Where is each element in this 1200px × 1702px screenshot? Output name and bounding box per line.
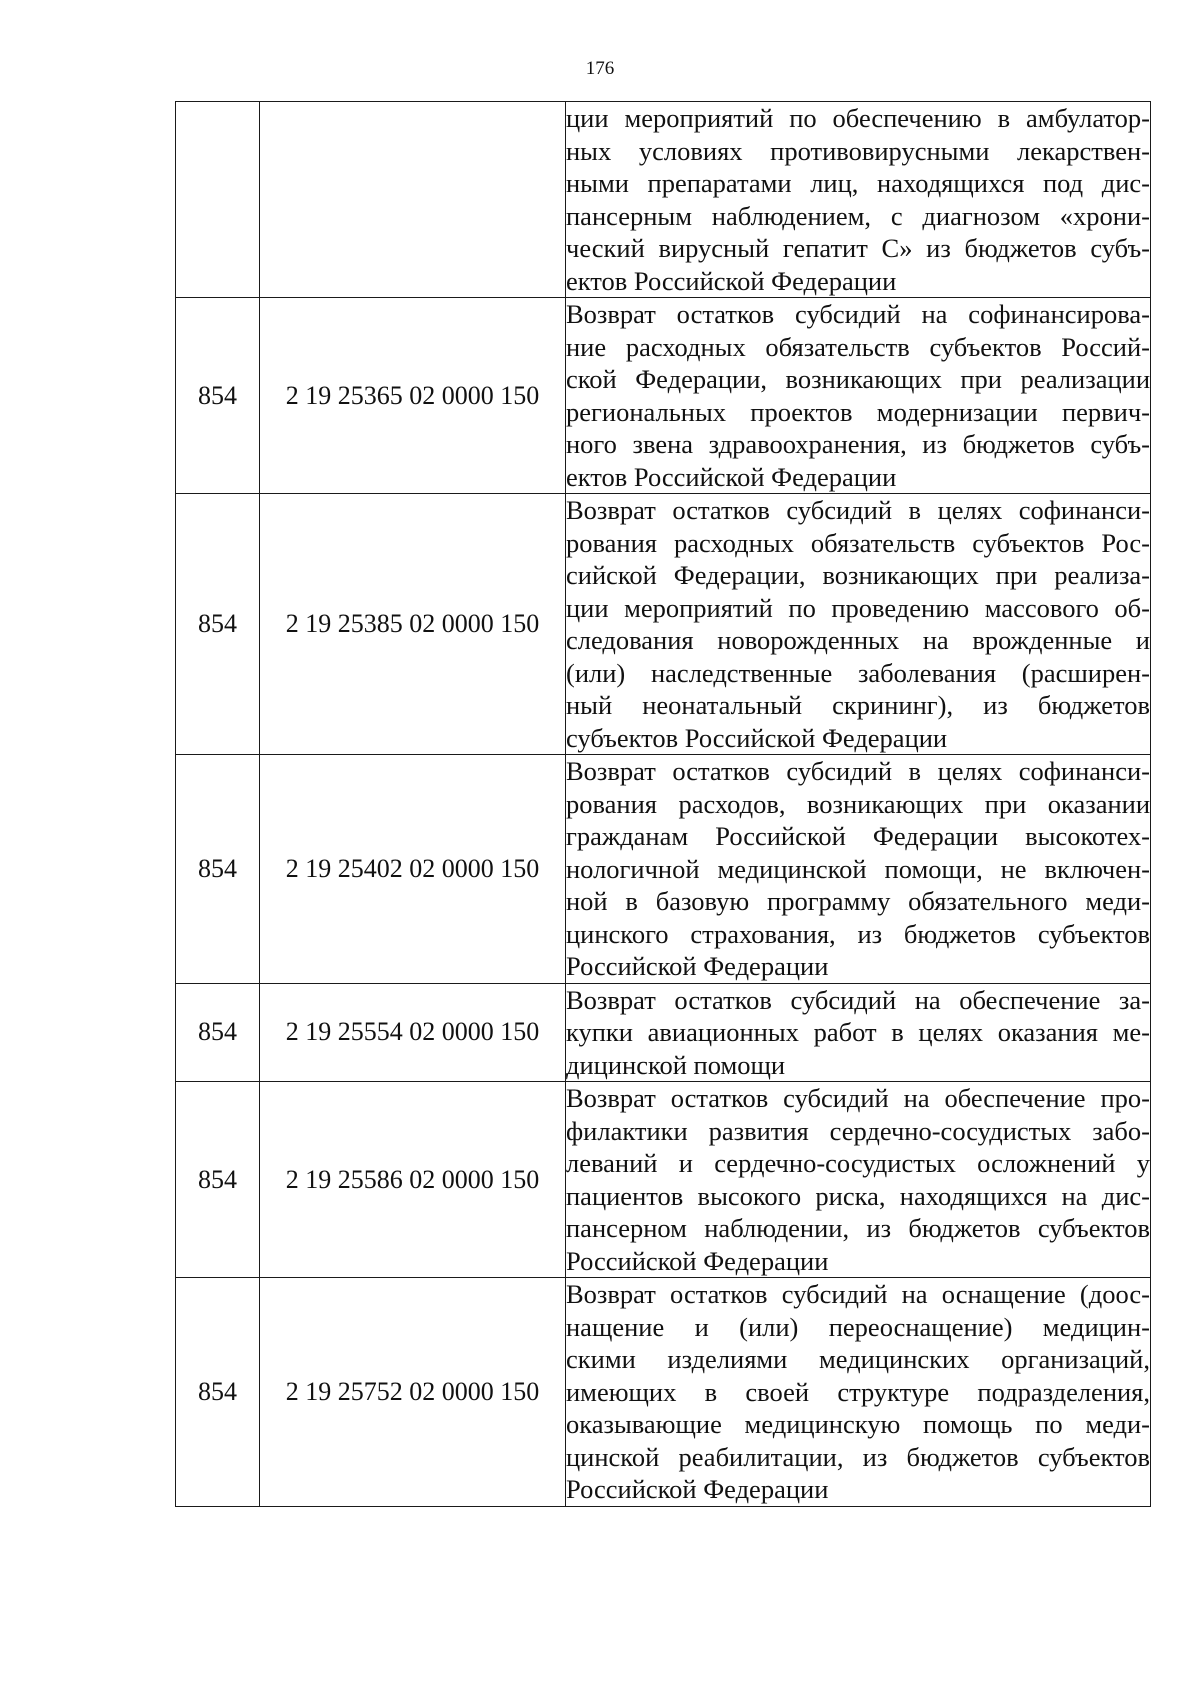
description-line: Возврат остатков субсидий в целях софинанси- xyxy=(566,756,1150,786)
table-row xyxy=(176,298,1151,494)
budget-classification-code-cell: 2 19 25402 02 0000 150 xyxy=(260,755,566,984)
description-line: следования новорожденных на врожденные и xyxy=(566,625,1150,655)
description-line: цинской реабилитации, из бюджетов субъектов xyxy=(566,1441,1150,1472)
budget-classification-code-cell: 2 19 25586 02 0000 150 xyxy=(260,1082,566,1278)
admin-code-cell xyxy=(176,102,260,298)
description-line: ными препаратами лиц, находящихся под дис- xyxy=(566,168,1150,198)
budget-classification-code-cell xyxy=(260,102,566,298)
budget-classification-code-cell: 2 19 25752 02 0000 150 xyxy=(260,1278,566,1507)
description-line: пациентов высокого риска, находящихся на дис- xyxy=(566,1180,1150,1211)
description-line: Российской Федерации xyxy=(566,1474,829,1504)
description-line: Возврат остатков субсидий на оснащение (доос- xyxy=(566,1279,1150,1309)
description-line: гражданам Российской Федерации высокотех- xyxy=(566,821,1150,851)
description-line: рования расходных обязательств субъектов Рос- xyxy=(566,527,1150,558)
budget-code-table xyxy=(175,101,1151,1507)
description-line: рования расходов, возникающих при оказании xyxy=(566,788,1150,819)
description-line: Возврат остатков субсидий на софинансирова- xyxy=(566,299,1150,329)
description-cell xyxy=(566,494,1151,755)
description-line: нащение и (или) переоснащение) медицин- xyxy=(566,1311,1150,1342)
description-cell xyxy=(566,983,1151,1082)
page-number: 176 xyxy=(585,58,615,79)
description-line: пансерным наблюдением, с диагнозом «хрони- xyxy=(566,200,1150,231)
description-line: ции мероприятий по обеспечению в амбулатор- xyxy=(566,103,1150,133)
table-row xyxy=(176,983,1151,1082)
description-line: ние расходных обязательств субъектов Россий- xyxy=(566,331,1150,362)
budget-classification-code-cell: 2 19 25365 02 0000 150 xyxy=(260,298,566,494)
description-line: Возврат остатков субсидий на обеспечение за- xyxy=(566,984,1150,1015)
description-line: ектов Российской Федерации xyxy=(566,265,897,296)
admin-code-cell: 854 xyxy=(176,1082,260,1278)
description-line: пансерном наблюдении, из бюджетов субъектов xyxy=(566,1213,1150,1243)
description-line: Возврат остатков субсидий на обеспечение про- xyxy=(566,1083,1150,1113)
admin-code-cell: 854 xyxy=(176,1278,260,1507)
description-cell xyxy=(566,755,1151,984)
description-line: региональных проектов модернизации первич- xyxy=(566,396,1150,427)
description-line: (или) наследственные заболевания (расширен- xyxy=(566,657,1150,688)
description-line: цинского страхования, из бюджетов субъектов xyxy=(566,918,1150,949)
budget-classification-code-cell: 2 19 25554 02 0000 150 xyxy=(260,983,566,1082)
description-cell xyxy=(566,102,1151,298)
description-line: сийской Федерации, возникающих при реализа- xyxy=(566,560,1150,590)
description-line: скими изделиями медицинских организаций, xyxy=(566,1344,1150,1374)
table-body xyxy=(176,102,1151,1507)
description-line: леваний и сердечно-сосудистых осложнений у xyxy=(566,1148,1150,1178)
description-cell xyxy=(566,1082,1151,1278)
admin-code-cell: 854 xyxy=(176,298,260,494)
budget-classification-code-cell: 2 19 25385 02 0000 150 xyxy=(260,494,566,755)
description-line: Возврат остатков субсидий в целях софинанси- xyxy=(566,495,1150,525)
description-cell xyxy=(566,298,1151,494)
description-line: купки авиационных работ в целях оказания ме- xyxy=(566,1017,1150,1047)
description-line: ектов Российской Федерации xyxy=(566,461,897,492)
description-line: ный неонатальный скрининг), из бюджетов xyxy=(566,690,1150,720)
description-line: ных условиях противовирусными лекарствен- xyxy=(566,135,1150,166)
description-cell xyxy=(566,1278,1151,1507)
description-line: ской Федерации, возникающих при реализации xyxy=(566,364,1150,394)
table-row xyxy=(176,494,1151,755)
description-line: филактики развития сердечно-сосудистых забо- xyxy=(566,1115,1150,1146)
table-row xyxy=(176,1082,1151,1278)
table-row xyxy=(176,755,1151,984)
admin-code-cell: 854 xyxy=(176,755,260,984)
description-line: Российской Федерации xyxy=(566,1245,829,1276)
admin-code-cell: 854 xyxy=(176,983,260,1082)
description-line: ческий вирусный гепатит С» из бюджетов субъ- xyxy=(566,233,1150,263)
description-line: имеющих в своей структуре подразделения, xyxy=(566,1376,1150,1407)
table-row xyxy=(176,102,1151,298)
description-line: ного звена здравоохранения, из бюджетов субъ- xyxy=(566,429,1150,459)
description-line: ции мероприятий по проведению массового об- xyxy=(566,592,1150,623)
description-line: дицинской помощи xyxy=(566,1049,786,1080)
description-line: Российской Федерации xyxy=(566,951,829,981)
table-row xyxy=(176,1278,1151,1507)
description-line: субъектов Российской Федерации xyxy=(566,722,948,753)
description-line: оказывающие медицинскую помощь по меди- xyxy=(566,1409,1150,1439)
admin-code-cell: 854 xyxy=(176,494,260,755)
description-line: ной в базовую программу обязательного меди- xyxy=(566,886,1150,916)
description-line: нологичной медицинской помощи, не включен- xyxy=(566,853,1150,884)
